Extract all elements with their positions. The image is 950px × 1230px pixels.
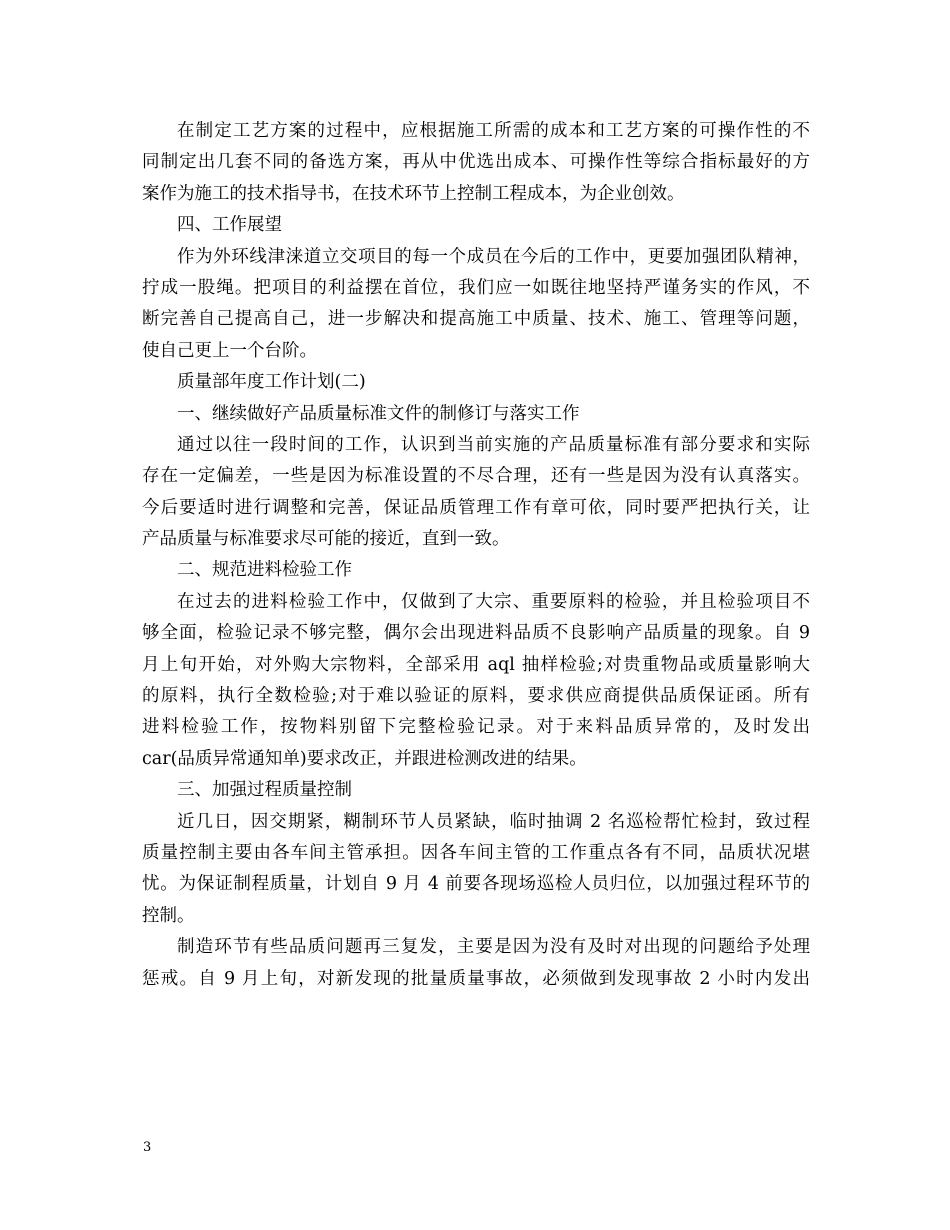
text-line: 三、加强过程质量控制 — [177, 780, 352, 801]
text-line: 惩戒。自 9 月上旬，对新发现的批量质量事故，必须做到发现事故 2 小时内发出 — [142, 968, 810, 989]
text-line: 够全面，检验记录不够完整，偶尔会出现进料品质不良影响产品质量的现象。自 9 — [142, 623, 810, 644]
text-line: 一、继续做好产品质量标准文件的制修订与落实工作 — [177, 403, 580, 424]
document-body — [142, 116, 810, 995]
text-line: 在制定工艺方案的过程中，应根据施工所需的成本和工艺方案的可操作性的不 — [177, 121, 810, 141]
text-line: 二、规范进料检验工作 — [177, 560, 352, 581]
text-line: car(品质异常通知单)要求改正，并跟进检测改进的结果。 — [142, 748, 587, 769]
text-line: 存在一定偏差，一些是因为标准设置的不尽合理，还有一些是因为没有认真落实。 — [142, 466, 810, 487]
text-line: 近几日，因交期紧，糊制环节人员紧缺，临时抽调 2 名巡检帮忙检封，致过程 — [177, 811, 810, 832]
text-line: 控制。 — [142, 905, 195, 926]
text-line: 作为外环线津涞道立交项目的每一个成员在今后的工作中，更要加强团队精神， — [177, 246, 810, 267]
text-line: 拧成一股绳。把项目的利益摆在首位，我们应一如既往地坚持严谨务实的作风，不 — [142, 277, 810, 298]
text-line: 使自己更上一个台阶。 — [142, 340, 317, 361]
text-line: 四、工作展望 — [177, 215, 282, 236]
text-line: 进料检验工作，按物料别留下完整检验记录。对于来料品质异常的，及时发出 — [142, 717, 810, 738]
page-number: 3 — [143, 1140, 152, 1155]
text-line: 忧。为保证制程质量，计划自 9 月 4 前要各现场巡检人员归位，以加强过程环节的 — [142, 874, 810, 895]
text-line: 今后要适时进行调整和完善，保证品质管理工作有章可依，同时要严把执行关，让 — [142, 497, 810, 518]
text-line: 质量控制主要由各车间主管承担。因各车间主管的工作重点各有不同，品质状况堪 — [142, 842, 810, 863]
text-line: 案作为施工的技术指导书，在技术环节上控制工程成本，为企业创效。 — [142, 183, 685, 204]
text-line: 质量部年度工作计划(二) — [177, 372, 366, 393]
text-line: 月上旬开始，对外购大宗物料，全部采用 aql 抽样检验;对贵重物品或质量影响大 — [142, 654, 810, 675]
text-line: 的原料，执行全数检验;对于难以验证的原料，要求供应商提供品质保证函。所有 — [142, 686, 810, 707]
text-line: 产品质量与标准要求尽可能的接近，直到一致。 — [142, 529, 510, 550]
text-line: 通过以往一段时间的工作，认识到当前实施的产品质量标准有部分要求和实际 — [177, 434, 810, 455]
text-line: 在过去的进料检验工作中，仅做到了大宗、重要原料的检验，并且检验项目不 — [177, 591, 810, 612]
text-line: 制造环节有些品质问题再三复发，主要是因为没有及时对出现的问题给予处理 — [177, 937, 810, 958]
text-line: 同制定出几套不同的备选方案，再从中优选出成本、可操作性等综合指标最好的方 — [142, 152, 810, 173]
text-line: 断完善自己提高自己，进一步解决和提高施工中质量、技术、施工、管理等问题， — [142, 309, 810, 330]
